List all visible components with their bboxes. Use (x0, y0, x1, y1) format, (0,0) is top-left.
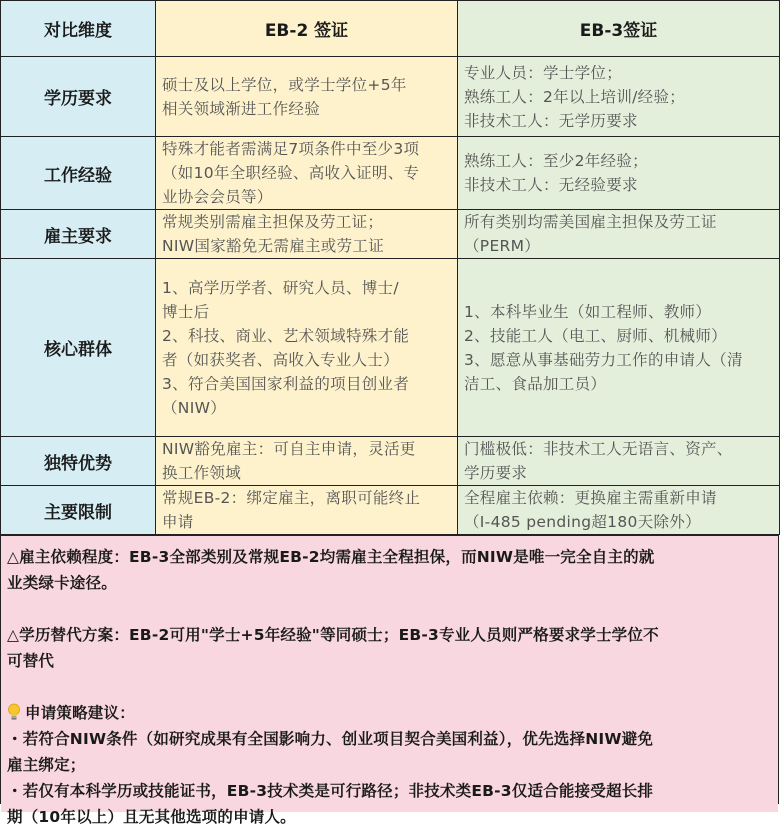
note-line: 雇主绑定； (7, 756, 86, 774)
cell-line: 专业人员：学士学位； (464, 63, 623, 82)
eb2-cell (156, 57, 458, 137)
header-eb2: EB-2 签证 (156, 1, 458, 57)
cell-line: 者（如获奖者、高收入专业人士） (162, 350, 400, 369)
table-row (1, 437, 780, 486)
note-strategy (7, 700, 772, 830)
eb3-cell (458, 259, 780, 437)
eb2-cell (156, 210, 458, 259)
cell-line: 特殊才能者需满足7项条件中至少3项 (162, 140, 420, 158)
cell-line: 3、符合美国国家利益的项目创业者 (162, 374, 410, 393)
cell-line: （PERM） (464, 237, 541, 255)
eb3-cell (458, 137, 780, 210)
eb2-cell (156, 137, 458, 210)
eb3-cell (458, 57, 780, 137)
eb3-cell (458, 437, 780, 486)
table-row (1, 137, 780, 210)
row-label: 独特优势 (1, 437, 156, 486)
eb2-cell (156, 259, 458, 437)
cell-line: 硕士及以上学位，或学士学位+5年 (162, 75, 407, 94)
cell-line: 常规EB-2：绑定雇主，离职可能终止 (162, 489, 421, 507)
cell-line: （如10年全职经验、高收入证明、专 (162, 164, 420, 182)
lightbulb-icon (7, 703, 21, 721)
row-label: 雇主要求 (1, 210, 156, 259)
cell-line: 申请 (162, 513, 194, 531)
cell-line: 博士后 (162, 302, 210, 321)
table-header-row (1, 1, 780, 57)
note-line: △学历替代方案：EB-2可用"学士+5年经验"等同硕士；EB-3专业人员则严格要求学士学位不 (7, 626, 659, 644)
note-line: 可替代 (7, 652, 55, 670)
eb2-cell (156, 486, 458, 535)
note-line: 期（10年以上）且无其他选项的申请人。 (7, 808, 296, 826)
header-eb3: EB-3签证 (458, 1, 780, 57)
cell-line: 全程雇主依赖：更换雇主需重新申请 (464, 489, 717, 507)
cell-line: 2、技能工人（电工、厨师、机械师） (464, 326, 727, 345)
table-row (1, 259, 780, 437)
row-label: 学历要求 (1, 57, 156, 137)
row-label: 主要限制 (1, 486, 156, 535)
cell-line: 熟练工人：2年以上培训/经验； (464, 87, 686, 106)
note-dependence (7, 544, 772, 596)
cell-line: 相关领域渐进工作经验 (162, 99, 321, 118)
cell-line: （NIW） (162, 398, 226, 417)
row-label: 工作经验 (1, 137, 156, 210)
cell-line: 洁工、食品加工员） (464, 374, 607, 393)
strategy-title: 申请策略建议： (25, 704, 135, 722)
note-education (7, 622, 772, 674)
cell-line: 换工作领域 (162, 464, 242, 482)
note-line: 业类绿卡途径。 (7, 574, 117, 592)
table-row (1, 57, 780, 137)
cell-line: 学历要求 (464, 464, 528, 482)
note-line: △雇主依赖程度：EB-3全部类别及常规EB-2均需雇主全程担保，而NIW是唯一完全自主的就 (7, 548, 655, 566)
eb3-cell (458, 486, 780, 535)
cell-line: 1、高学历学者、研究人员、博士/ (162, 278, 399, 297)
table-row (1, 210, 780, 259)
cell-line: 非技术工人：无经验要求 (464, 176, 638, 194)
cell-line: （I-485 pending超180天除外） (464, 513, 701, 531)
cell-line: 2、科技、商业、艺术领域特殊才能 (162, 326, 410, 345)
note-line: ・若仅有本科学历或技能证书，EB-3技术类是可行路径；非技术类EB-3仅适合能接受超长排 (7, 782, 654, 800)
cell-line: NIW豁免雇主：可自主申请，灵活更 (162, 440, 416, 458)
cell-line: 所有类别均需美国雇主担保及劳工证 (464, 213, 717, 231)
strategy-title-line (7, 700, 772, 726)
cell-line: 门槛极低：非技术工人无语言、资产、 (464, 440, 733, 458)
row-label: 核心群体 (1, 259, 156, 437)
cell-line: 常规类别需雇主担保及劳工证； (162, 213, 384, 231)
cell-line: 1、本科毕业生（如工程师、教师） (464, 302, 712, 321)
table-row (1, 486, 780, 535)
cell-line: 3、愿意从事基础劳力工作的申请人（清 (464, 350, 743, 369)
cell-line: 非技术工人：无学历要求 (464, 111, 638, 130)
note-line: ・若符合NIW条件（如研究成果有全国影响力、创业项目契合美国利益），优先选择NIW避免 (7, 730, 654, 748)
eb2-cell (156, 437, 458, 486)
header-dimension: 对比维度 (1, 1, 156, 57)
cell-line: 业协会会员等） (162, 188, 273, 206)
eb3-cell (458, 210, 780, 259)
cell-line: NIW国家豁免无需雇主或劳工证 (162, 237, 384, 255)
notes-section (1, 535, 778, 826)
cell-line: 熟练工人：至少2年经验； (464, 152, 648, 170)
